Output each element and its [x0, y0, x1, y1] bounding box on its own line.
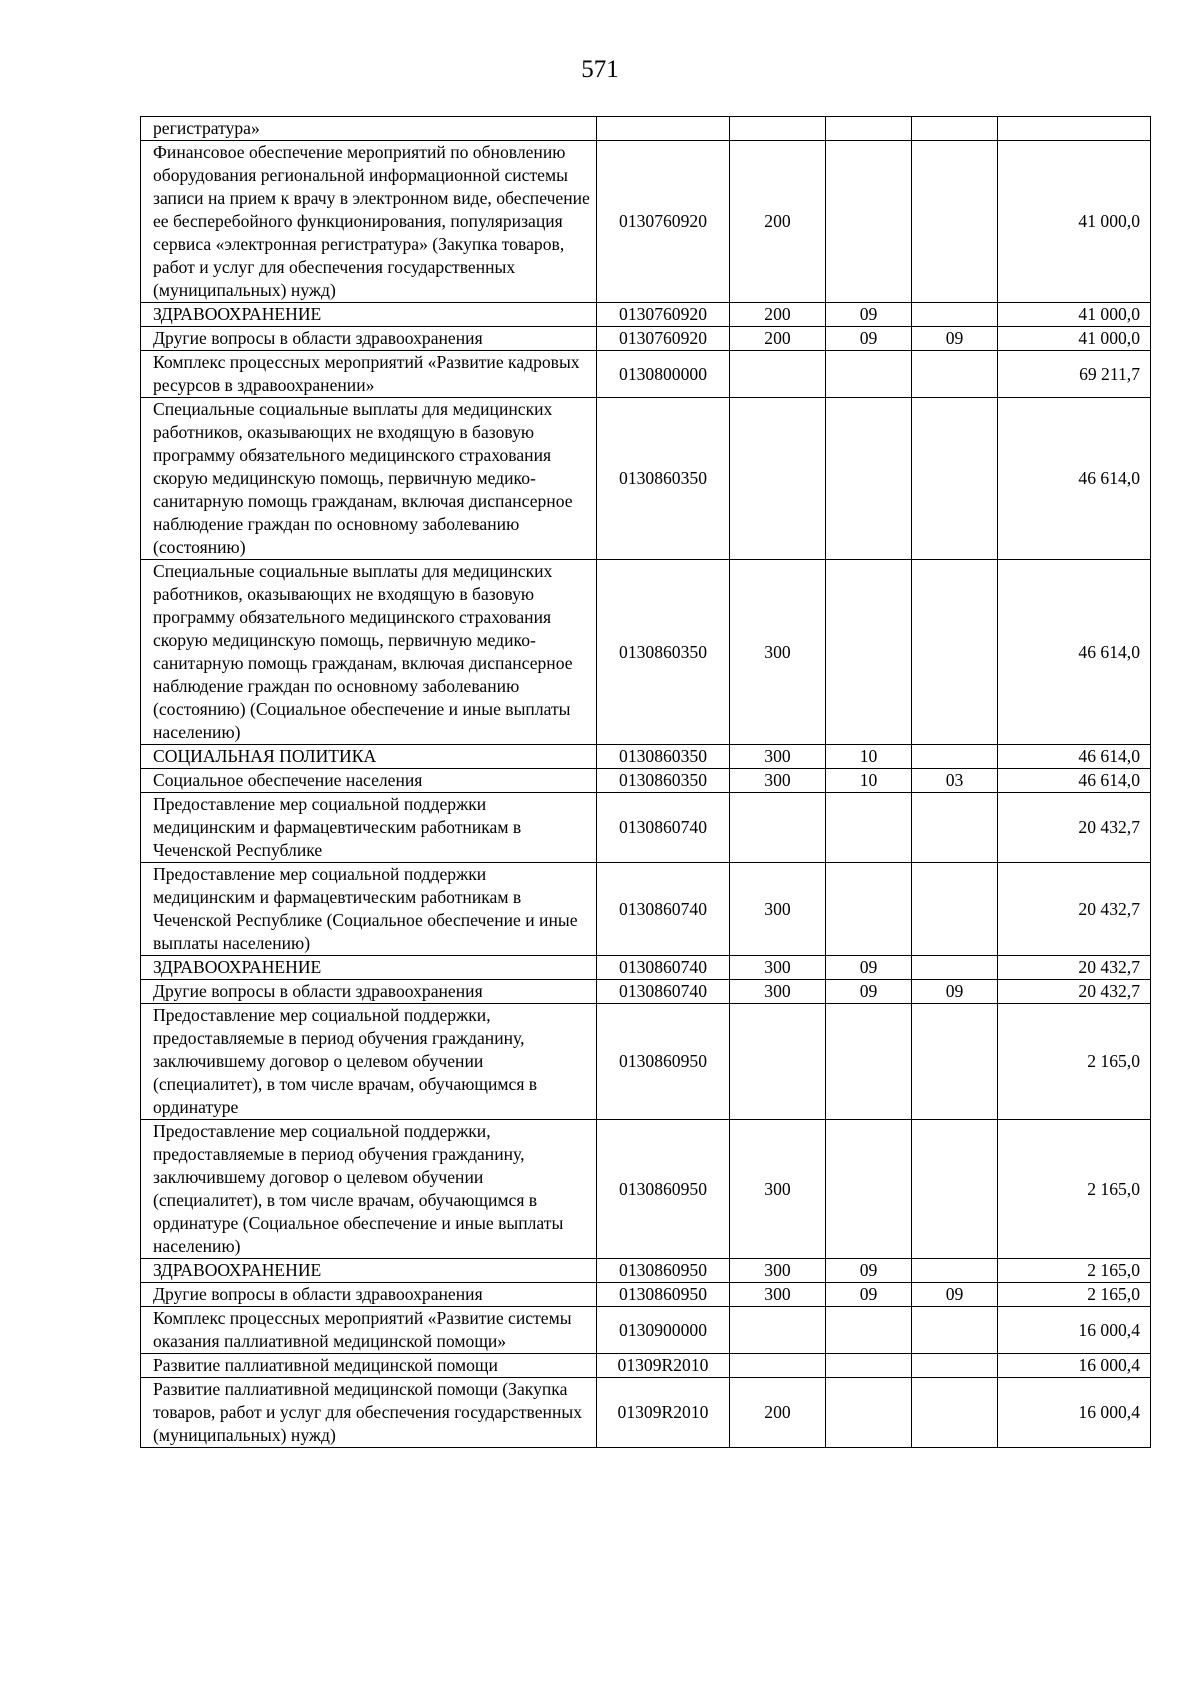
table-row: [141, 117, 1151, 141]
amount-cell: 2 165,0: [998, 1259, 1151, 1283]
subsection-cell: [912, 1354, 998, 1378]
expense-type-cell: 300: [730, 1259, 826, 1283]
subsection-cell: [912, 793, 998, 863]
subsection-cell: 09: [912, 1283, 998, 1307]
expense-type-cell: [730, 351, 826, 398]
table-row: [141, 980, 1151, 1004]
section-cell: 09: [826, 1259, 912, 1283]
expense-name-cell: Комплекс процессных мероприятий «Развитие системы оказания паллиативной медицинской помощи»: [141, 1307, 597, 1354]
expense-name-cell: ЗДРАВООХРАНЕНИЕ: [141, 1259, 597, 1283]
target-article-cell: 0130760920: [597, 327, 730, 351]
section-cell: [826, 793, 912, 863]
subsection-cell: [912, 560, 998, 745]
budget-table: [140, 116, 1151, 1448]
expense-name-cell: СОЦИАЛЬНАЯ ПОЛИТИКА: [141, 745, 597, 769]
subsection-cell: [912, 1259, 998, 1283]
subsection-cell: [912, 1378, 998, 1448]
amount-cell: 2 165,0: [998, 1120, 1151, 1259]
amount-cell: 41 000,0: [998, 327, 1151, 351]
target-article-cell: 01309R2010: [597, 1354, 730, 1378]
expense-type-cell: [730, 398, 826, 560]
section-cell: 09: [826, 327, 912, 351]
amount-cell: 2 165,0: [998, 1283, 1151, 1307]
target-article-cell: 0130860950: [597, 1120, 730, 1259]
table-row: [141, 769, 1151, 793]
section-cell: [826, 1378, 912, 1448]
expense-type-cell: 300: [730, 769, 826, 793]
expense-name-cell: Развитие паллиативной медицинской помощи: [141, 1354, 597, 1378]
target-article-cell: 0130860350: [597, 769, 730, 793]
subsection-cell: [912, 956, 998, 980]
expense-type-cell: 300: [730, 1120, 826, 1259]
expense-name-cell: Развитие паллиативной медицинской помощи (Закупка товаров, работ и услуг для обеспечения государственных (муниципальных) нужд): [141, 1378, 597, 1448]
expense-type-cell: 200: [730, 327, 826, 351]
expense-type-cell: [730, 793, 826, 863]
target-article-cell: [597, 117, 730, 141]
table-row: [141, 1004, 1151, 1120]
expense-name-cell: Финансовое обеспечение мероприятий по обновлению оборудования региональной информационной системы записи на прием к врачу в электронном виде, обеспечение ее бесперебойного функционирования, популяризация сервиса «электронная регистратура» (Закупка товаров, работ и услуг для обеспечения государственных (муниципальных) нужд): [141, 141, 597, 303]
expense-name-cell: регистратура»: [141, 117, 597, 141]
expense-name-cell: Предоставление мер социальной поддержки медицинским и фармацевтическим работникам в Чеченской Республике (Социальное обеспечение и иные выплаты населению): [141, 863, 597, 956]
target-article-cell: 0130860350: [597, 560, 730, 745]
section-cell: [826, 1354, 912, 1378]
table-row: [141, 863, 1151, 956]
page-number: 571: [581, 56, 619, 83]
target-article-cell: 0130760920: [597, 141, 730, 303]
table-row: [141, 745, 1151, 769]
expense-type-cell: 200: [730, 141, 826, 303]
table-row: [141, 1259, 1151, 1283]
amount-cell: 20 432,7: [998, 956, 1151, 980]
expense-type-cell: [730, 117, 826, 141]
section-cell: 09: [826, 303, 912, 327]
expense-type-cell: 300: [730, 745, 826, 769]
section-cell: [826, 351, 912, 398]
expense-type-cell: 200: [730, 303, 826, 327]
expense-type-cell: [730, 1004, 826, 1120]
section-cell: 09: [826, 956, 912, 980]
subsection-cell: 03: [912, 769, 998, 793]
amount-cell: 41 000,0: [998, 303, 1151, 327]
section-cell: [826, 1004, 912, 1120]
table-row: [141, 793, 1151, 863]
section-cell: [826, 1307, 912, 1354]
amount-cell: 46 614,0: [998, 560, 1151, 745]
expense-type-cell: [730, 1307, 826, 1354]
expense-name-cell: Комплекс процессных мероприятий «Развитие кадровых ресурсов в здравоохранении»: [141, 351, 597, 398]
amount-cell: 20 432,7: [998, 863, 1151, 956]
table-row: [141, 1120, 1151, 1259]
subsection-cell: 09: [912, 327, 998, 351]
expense-name-cell: ЗДРАВООХРАНЕНИЕ: [141, 303, 597, 327]
expense-type-cell: 300: [730, 560, 826, 745]
subsection-cell: [912, 351, 998, 398]
target-article-cell: 0130900000: [597, 1307, 730, 1354]
expense-type-cell: 200: [730, 1378, 826, 1448]
table-row: [141, 327, 1151, 351]
amount-cell: 16 000,4: [998, 1378, 1151, 1448]
table-row: [141, 398, 1151, 560]
expense-name-cell: Другие вопросы в области здравоохранения: [141, 327, 597, 351]
section-cell: 09: [826, 980, 912, 1004]
section-cell: 09: [826, 1283, 912, 1307]
section-cell: [826, 398, 912, 560]
expense-type-cell: 300: [730, 956, 826, 980]
table-row: [141, 1378, 1151, 1448]
expense-name-cell: Специальные социальные выплаты для медицинских работников, оказывающих не входящую в базовую программу обязательного медицинского страхования скорую медицинскую помощь, первичную медико-санитарную помощь гражданам, включая диспансерное наблюдение граждан по основному заболеванию (состоянию) (Социальное обеспечение и иные выплаты населению): [141, 560, 597, 745]
amount-cell: 69 211,7: [998, 351, 1151, 398]
subsection-cell: [912, 1004, 998, 1120]
expense-type-cell: 300: [730, 863, 826, 956]
target-article-cell: 0130860950: [597, 1259, 730, 1283]
subsection-cell: [912, 141, 998, 303]
section-cell: [826, 560, 912, 745]
target-article-cell: 0130760920: [597, 303, 730, 327]
subsection-cell: [912, 745, 998, 769]
table-row: [141, 1354, 1151, 1378]
expense-type-cell: 300: [730, 980, 826, 1004]
section-cell: 10: [826, 745, 912, 769]
expense-type-cell: 300: [730, 1283, 826, 1307]
section-cell: [826, 863, 912, 956]
amount-cell: 2 165,0: [998, 1004, 1151, 1120]
budget-table-body: [141, 117, 1151, 1448]
subsection-cell: [912, 863, 998, 956]
subsection-cell: [912, 117, 998, 141]
table-row: [141, 560, 1151, 745]
expense-name-cell: Предоставление мер социальной поддержки, предоставляемые в период обучения гражданину, заключившему договор о целевом обучении (специалитет), в том числе врачам, обучающимся в ординатуре: [141, 1004, 597, 1120]
expense-name-cell: Специальные социальные выплаты для медицинских работников, оказывающих не входящую в базовую программу обязательного медицинского страхования скорую медицинскую помощь, первичную медико-санитарную помощь гражданам, включая диспансерное наблюдение граждан по основному заболеванию (состоянию): [141, 398, 597, 560]
expense-name-cell: Предоставление мер социальной поддержки медицинским и фармацевтическим работникам в Чеченской Республике: [141, 793, 597, 863]
target-article-cell: 0130860950: [597, 1004, 730, 1120]
expense-name-cell: Другие вопросы в области здравоохранения: [141, 980, 597, 1004]
amount-cell: 46 614,0: [998, 398, 1151, 560]
amount-cell: 41 000,0: [998, 141, 1151, 303]
subsection-cell: [912, 1120, 998, 1259]
expense-name-cell: Социальное обеспечение населения: [141, 769, 597, 793]
target-article-cell: 0130860350: [597, 398, 730, 560]
amount-cell: 46 614,0: [998, 745, 1151, 769]
target-article-cell: 0130860740: [597, 793, 730, 863]
table-row: [141, 1283, 1151, 1307]
amount-cell: [998, 117, 1151, 141]
target-article-cell: 0130860950: [597, 1283, 730, 1307]
target-article-cell: 0130860740: [597, 980, 730, 1004]
amount-cell: 16 000,4: [998, 1354, 1151, 1378]
amount-cell: 46 614,0: [998, 769, 1151, 793]
target-article-cell: 0130800000: [597, 351, 730, 398]
table-row: [141, 303, 1151, 327]
amount-cell: 20 432,7: [998, 980, 1151, 1004]
expense-name-cell: ЗДРАВООХРАНЕНИЕ: [141, 956, 597, 980]
amount-cell: 20 432,7: [998, 793, 1151, 863]
table-row: [141, 1307, 1151, 1354]
target-article-cell: 0130860740: [597, 956, 730, 980]
target-article-cell: 0130860350: [597, 745, 730, 769]
subsection-cell: [912, 1307, 998, 1354]
table-row: [141, 141, 1151, 303]
target-article-cell: 01309R2010: [597, 1378, 730, 1448]
expense-name-cell: Предоставление мер социальной поддержки, предоставляемые в период обучения гражданину, заключившему договор о целевом обучении (специалитет), в том числе врачам, обучающимся в ординатуре (Социальное обеспечение и иные выплаты населению): [141, 1120, 597, 1259]
subsection-cell: [912, 303, 998, 327]
section-cell: [826, 117, 912, 141]
section-cell: 10: [826, 769, 912, 793]
target-article-cell: 0130860740: [597, 863, 730, 956]
table-row: [141, 351, 1151, 398]
table-row: [141, 956, 1151, 980]
subsection-cell: [912, 398, 998, 560]
amount-cell: 16 000,4: [998, 1307, 1151, 1354]
section-cell: [826, 1120, 912, 1259]
expense-name-cell: Другие вопросы в области здравоохранения: [141, 1283, 597, 1307]
section-cell: [826, 141, 912, 303]
expense-type-cell: [730, 1354, 826, 1378]
subsection-cell: 09: [912, 980, 998, 1004]
